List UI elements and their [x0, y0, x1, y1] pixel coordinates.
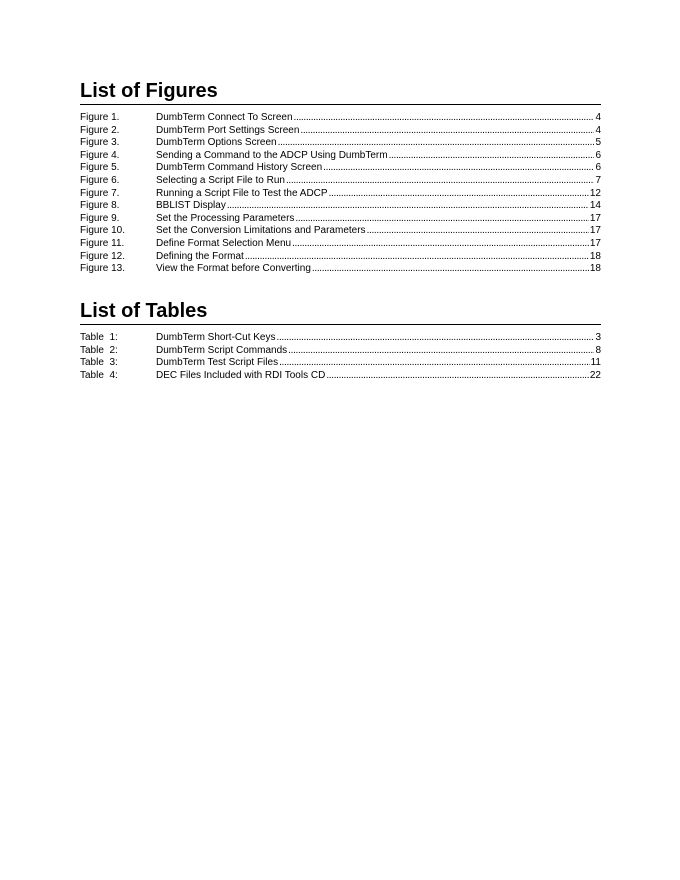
dot-leader — [326, 370, 589, 383]
figure-title: DumbTerm Port Settings Screen — [156, 124, 300, 136]
dot-leader — [312, 263, 589, 276]
figure-entry[interactable] — [80, 112, 601, 125]
dot-leader — [278, 137, 595, 150]
page-number: 17 — [589, 212, 601, 224]
table-entry[interactable] — [80, 357, 601, 370]
page-number: 7 — [595, 174, 601, 186]
figure-number: Figure 11. — [80, 237, 125, 249]
table-entry[interactable] — [80, 332, 601, 345]
page-number: 3 — [595, 332, 601, 343]
figure-title: Sending a Command to the ADCP Using DumbTerm — [156, 149, 388, 161]
table-title: DEC Files Included with RDI Tools CD — [156, 369, 326, 381]
table-number: Table 4: — [80, 369, 118, 381]
page-number: 11 — [590, 357, 601, 369]
dot-leader — [389, 150, 595, 163]
figure-entries — [80, 112, 601, 276]
figure-title: Set the Conversion Limitations and Parameters — [156, 225, 366, 237]
table-title: DumbTerm Script Commands — [156, 344, 288, 356]
figure-title: Running a Script File to Test the ADCP — [156, 187, 328, 199]
page-number: 14 — [589, 200, 601, 212]
list-of-tables-section — [80, 300, 601, 382]
dot-leader — [367, 225, 589, 238]
table-title: DumbTerm Short-Cut Keys — [156, 332, 276, 343]
figure-entry[interactable] — [80, 125, 601, 138]
figure-title: BBLIST Display — [156, 200, 226, 212]
figure-number: Figure 7. — [80, 187, 120, 199]
figure-number: Figure 12. — [80, 250, 126, 262]
figure-title: DumbTerm Command History Screen — [156, 162, 323, 174]
figure-number: Figure 6. — [80, 174, 120, 186]
page-number: 17 — [589, 237, 601, 249]
figure-entry[interactable] — [80, 137, 601, 150]
figure-number: Figure 3. — [80, 137, 120, 149]
dot-leader — [279, 357, 590, 370]
figure-title: View the Format before Converting — [156, 263, 311, 275]
figure-entry[interactable] — [80, 188, 601, 201]
figure-entry[interactable] — [80, 162, 601, 175]
dot-leader — [295, 213, 588, 226]
figure-entry[interactable] — [80, 251, 601, 264]
figure-number: Figure 13. — [80, 263, 126, 275]
figure-number: Figure 9. — [80, 212, 120, 224]
page-number: 18 — [589, 250, 601, 262]
page-number: 5 — [595, 137, 601, 149]
figure-entry[interactable] — [80, 225, 601, 238]
dot-leader — [329, 188, 589, 201]
figure-number: Figure 2. — [80, 124, 120, 136]
dot-leader — [292, 238, 589, 251]
table-entry[interactable] — [80, 370, 601, 383]
figure-title: Define Format Selection Menu — [156, 237, 292, 249]
figure-title: Defining the Format — [156, 250, 244, 262]
page-number: 22 — [589, 369, 601, 381]
page-number: 6 — [595, 149, 601, 161]
table-entries — [80, 332, 601, 382]
dot-leader — [288, 345, 594, 358]
table-entry[interactable] — [80, 345, 601, 358]
table-title: DumbTerm Test Script Files — [156, 357, 279, 369]
list-of-tables-heading: List of Tables — [80, 300, 601, 325]
table-number: Table 3: — [80, 357, 118, 369]
figure-title: Set the Processing Parameters — [156, 212, 295, 224]
figure-entry[interactable] — [80, 150, 601, 163]
page-number: 12 — [589, 187, 601, 199]
page-number: 8 — [595, 344, 601, 356]
figure-number: Figure 10. — [80, 225, 126, 237]
figure-entry[interactable] — [80, 213, 601, 226]
figure-entry[interactable] — [80, 175, 601, 188]
dot-leader — [245, 251, 589, 264]
figure-number: Figure 1. — [80, 112, 120, 123]
page-number: 4 — [595, 124, 601, 136]
figure-title: DumbTerm Options Screen — [156, 137, 277, 149]
figure-number: Figure 4. — [80, 149, 120, 161]
dot-leader — [323, 162, 594, 175]
dot-leader — [276, 332, 594, 345]
dot-leader — [286, 175, 594, 188]
page-number: 4 — [595, 112, 601, 123]
figure-title: Selecting a Script File to Run — [156, 174, 285, 186]
dot-leader — [227, 200, 589, 213]
page-number: 6 — [595, 162, 601, 174]
dot-leader — [294, 112, 595, 125]
figure-number: Figure 5. — [80, 162, 120, 174]
figure-number: Figure 8. — [80, 200, 120, 212]
figure-entry[interactable] — [80, 238, 601, 251]
table-number: Table 1: — [80, 332, 118, 343]
page-number: 18 — [589, 263, 601, 275]
table-number: Table 2: — [80, 344, 118, 356]
figure-entry[interactable] — [80, 263, 601, 276]
figure-title: DumbTerm Connect To Screen — [156, 112, 293, 123]
figure-entry[interactable] — [80, 200, 601, 213]
list-of-figures-section — [80, 80, 601, 276]
dot-leader — [300, 125, 594, 138]
list-of-figures-heading: List of Figures — [80, 80, 601, 105]
page-number: 17 — [589, 225, 601, 237]
